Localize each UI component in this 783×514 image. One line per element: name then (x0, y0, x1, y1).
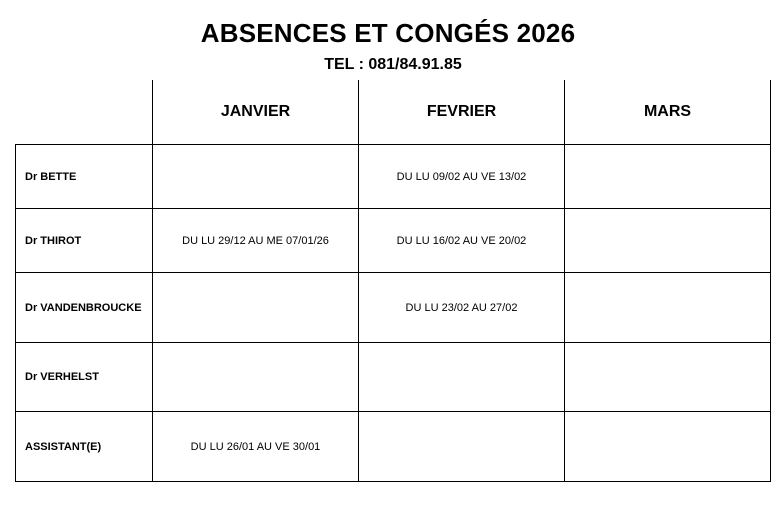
cell-mars (565, 273, 771, 343)
cell-fevrier (359, 343, 565, 412)
cell-fevrier: DU LU 23/02 AU 27/02 (359, 273, 565, 343)
row-name: Dr BETTE (16, 145, 153, 209)
header-corner (16, 80, 153, 145)
header-fevrier: FEVRIER (359, 80, 565, 145)
row-name: Dr THIROT (16, 209, 153, 273)
header-janvier: JANVIER (153, 80, 359, 145)
cell-fevrier (359, 412, 565, 482)
table-row (16, 145, 771, 209)
cell-janvier (153, 273, 359, 343)
table-row (16, 412, 771, 482)
table-row (16, 343, 771, 412)
cell-mars (565, 145, 771, 209)
cell-janvier: DU LU 26/01 AU VE 30/01 (153, 412, 359, 482)
header-mars: MARS (565, 80, 771, 145)
cell-mars (565, 343, 771, 412)
cell-janvier (153, 145, 359, 209)
cell-janvier: DU LU 29/12 AU ME 07/01/26 (153, 209, 359, 273)
row-name: Dr VANDENBROUCKE (16, 273, 153, 343)
table-row (16, 273, 771, 343)
cell-mars (565, 412, 771, 482)
cell-fevrier: DU LU 16/02 AU VE 20/02 (359, 209, 565, 273)
cell-fevrier: DU LU 09/02 AU VE 13/02 (359, 145, 565, 209)
row-name: ASSISTANT(E) (16, 412, 153, 482)
absence-table (15, 80, 771, 482)
cell-janvier (153, 343, 359, 412)
page-title: ABSENCES ET CONGÉS 2026 (200, 18, 576, 48)
table-row (16, 209, 771, 273)
header-row (16, 80, 771, 145)
cell-mars (565, 209, 771, 273)
phone-number: TEL : 081/84.91.85 (324, 56, 462, 73)
row-name: Dr VERHELST (16, 343, 153, 412)
